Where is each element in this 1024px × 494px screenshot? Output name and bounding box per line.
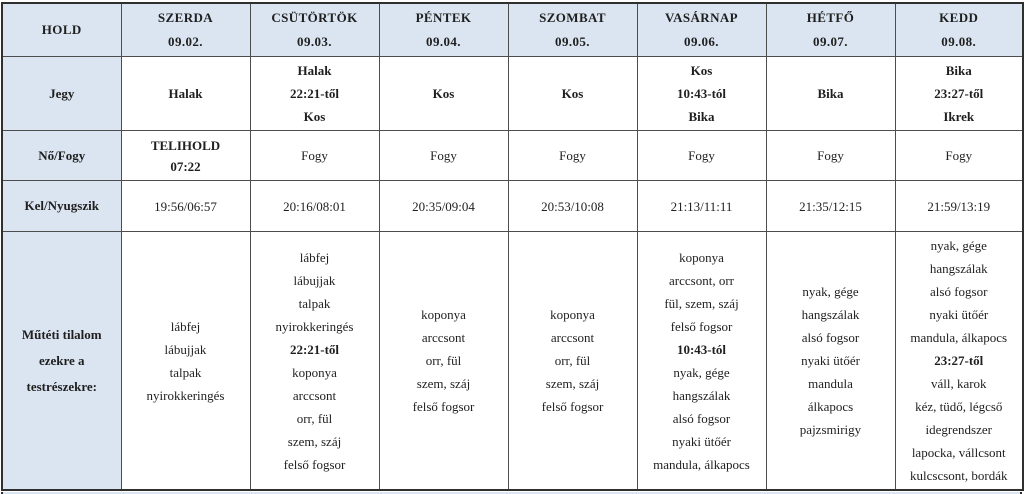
- cell-no-fogy-szerda: [121, 131, 250, 181]
- cell-line: álkapocs: [807, 399, 854, 414]
- cell-line: 20:53/10:08: [541, 198, 604, 214]
- cell-line: koponya: [292, 364, 337, 380]
- cell-muteti-tilalom-pentek: [379, 232, 508, 491]
- cell-line: 23:27-től: [934, 86, 984, 101]
- row-label-line: Kel/Nyugszik: [24, 198, 99, 213]
- day-header-csutortok: [250, 3, 379, 57]
- day-name: VASÁRNAP: [664, 10, 739, 25]
- cell-line: idegrendszer: [925, 422, 992, 437]
- cell-line: alsó fogsor: [930, 284, 988, 299]
- cell-line: hangszálak: [672, 387, 731, 403]
- cell-line: Fogy: [817, 148, 844, 163]
- cell-jegy-vasarnap: [637, 57, 766, 131]
- table-row-muteti-tilalom: [2, 232, 1023, 491]
- cell-line: nyaki ütőér: [929, 307, 989, 322]
- day-date: 09.04.: [426, 34, 461, 49]
- cell-line: 10:43-tól: [676, 341, 727, 357]
- cell-kel-nyugszik-vasarnap: [637, 181, 766, 232]
- cell-kel-nyugszik-kedd: [895, 181, 1023, 232]
- cell-line: lábujjak: [293, 272, 336, 288]
- day-date: 09.07.: [813, 34, 848, 49]
- cell-line: 07:22: [170, 158, 201, 174]
- cell-line: nyaki ütőér: [801, 353, 860, 368]
- cell-line: Bika: [945, 63, 972, 78]
- cell-line: fül, szem, száj: [664, 295, 739, 311]
- cell-line: Fogy: [559, 148, 586, 163]
- cell-jegy-kedd: [895, 57, 1023, 131]
- cell-line: kulcscsont, bordák: [910, 468, 1008, 483]
- cell-jegy-csutortok: [250, 57, 379, 131]
- day-header-pentek: [379, 3, 508, 57]
- moon-calendar-table: [1, 2, 1024, 491]
- cell-line: szem, száj: [545, 376, 600, 391]
- cell-line: koponya: [679, 249, 724, 265]
- cell-line: TELIHOLD: [150, 137, 221, 153]
- table-row-kel-nyugszik: [2, 181, 1023, 232]
- cell-line: 19:56/06:57: [154, 198, 217, 214]
- cell-line: felső fogsor: [541, 399, 604, 414]
- cell-line: váll, karok: [930, 376, 987, 391]
- cell-kel-nyugszik-pentek: [379, 181, 508, 232]
- cell-line: felső fogsor: [283, 456, 346, 472]
- day-name: KEDD: [939, 10, 979, 25]
- cell-line: Halak: [297, 63, 332, 78]
- cell-line: lábfej: [170, 318, 201, 334]
- cell-no-fogy-hetfo: [766, 131, 895, 181]
- cell-line: lapocka, vállcsont: [911, 445, 1006, 460]
- row-label-line: testrészekre:: [26, 378, 97, 394]
- cell-line: kéz, tüdő, légcső: [915, 399, 1003, 414]
- cell-line: mandula, álkapocs: [653, 456, 750, 472]
- cell-line: hangszálak: [929, 261, 988, 276]
- cell-line: nyak, gége: [673, 364, 730, 380]
- row-label-line: Jegy: [49, 85, 75, 101]
- day-header-szerda: [121, 3, 250, 57]
- cell-muteti-tilalom-vasarnap: [637, 232, 766, 491]
- cell-muteti-tilalom-hetfo: [766, 232, 895, 491]
- day-header-hetfo: [766, 3, 895, 57]
- cell-muteti-tilalom-szerda: [121, 232, 250, 491]
- cell-kel-nyugszik-szombat: [508, 181, 637, 232]
- cell-no-fogy-kedd: [895, 131, 1023, 181]
- day-name: SZOMBAT: [539, 10, 606, 25]
- table-row-no-fogy: [2, 131, 1023, 181]
- corner-cell-hold: HOLD: [2, 3, 121, 57]
- cell-line: 21:59/13:19: [927, 198, 991, 214]
- row-label-line: ezekre a: [38, 352, 85, 368]
- cell-kel-nyugszik-szerda: [121, 181, 250, 232]
- cell-line: arccsont: [550, 330, 595, 345]
- cell-line: Fogy: [945, 148, 973, 163]
- cell-line: mandula: [808, 376, 853, 391]
- cell-line: orr, fül: [554, 353, 591, 368]
- cell-line: Fogy: [430, 148, 457, 163]
- day-name: HÉTFŐ: [806, 10, 855, 25]
- day-name: PÉNTEK: [415, 10, 472, 25]
- cell-line: orr, fül: [425, 353, 462, 368]
- cell-jegy-szerda: [121, 57, 250, 131]
- day-header-kedd: [895, 3, 1023, 57]
- cell-line: talpak: [298, 295, 331, 311]
- cell-muteti-tilalom-szombat: [508, 232, 637, 491]
- cell-line: Fogy: [688, 148, 715, 163]
- cell-line: arccsont, orr: [669, 272, 734, 288]
- day-date: 09.03.: [297, 34, 332, 49]
- cell-line: Kos: [690, 63, 713, 78]
- cell-line: 23:27-től: [934, 353, 984, 368]
- cell-line: 21:13/11:11: [670, 198, 733, 214]
- cell-kel-nyugszik-csutortok: [250, 181, 379, 232]
- day-date: 09.02.: [168, 34, 203, 49]
- cell-jegy-pentek: [379, 57, 508, 131]
- cell-line: alsó fogsor: [801, 330, 860, 345]
- cell-line: arccsont: [421, 330, 466, 345]
- row-label-line: Nő/Fogy: [38, 147, 86, 163]
- day-header-vasarnap: [637, 3, 766, 57]
- table-row-jegy: [2, 57, 1023, 131]
- cell-line: lábujjak: [164, 341, 207, 357]
- cell-line: Bika: [688, 109, 715, 124]
- cell-line: szem, száj: [416, 376, 471, 391]
- cell-line: 22:21-től: [289, 86, 340, 101]
- row-label-kel-nyugszik: [2, 181, 121, 232]
- cell-no-fogy-pentek: [379, 131, 508, 181]
- cell-line: nyaki ütőér: [672, 433, 731, 449]
- cell-line: Kos: [561, 86, 584, 101]
- cell-muteti-tilalom-csutortok: [250, 232, 379, 491]
- cell-line: 20:16/08:01: [283, 198, 346, 214]
- day-date: 09.08.: [941, 34, 977, 49]
- cell-no-fogy-szombat: [508, 131, 637, 181]
- cell-line: nyirokkeringés: [275, 318, 354, 334]
- day-name: CSÜTÖRTÖK: [271, 10, 358, 25]
- row-label-muteti-tilalom: [2, 232, 121, 491]
- cell-line: 20:35/09:04: [412, 198, 475, 214]
- cell-line: szem, száj: [287, 433, 342, 449]
- cell-line: Bika: [817, 86, 844, 101]
- day-header-szombat: [508, 3, 637, 57]
- cell-line: nyirokkeringés: [146, 387, 225, 403]
- cell-line: nyak, gége: [930, 238, 987, 253]
- day-date: 09.06.: [684, 34, 719, 49]
- cell-line: felső fogsor: [670, 318, 733, 334]
- cell-line: 21:35/12:15: [799, 198, 862, 214]
- cell-line: nyak, gége: [802, 284, 859, 299]
- row-label-no-fogy: [2, 131, 121, 181]
- cell-line: alsó fogsor: [672, 410, 731, 426]
- cell-jegy-szombat: [508, 57, 637, 131]
- row-label-jegy: [2, 57, 121, 131]
- cell-line: koponya: [421, 307, 466, 322]
- cell-line: arccsont: [292, 387, 337, 403]
- cell-line: Ikrek: [943, 109, 975, 124]
- header-row: [2, 3, 1023, 57]
- cell-line: pajzsmirigy: [799, 422, 862, 437]
- cell-line: 22:21-től: [289, 341, 340, 357]
- cell-line: felső fogsor: [412, 399, 475, 414]
- cell-line: Halak: [168, 86, 203, 101]
- cell-line: talpak: [169, 364, 202, 380]
- cell-line: 10:43-tól: [676, 86, 727, 101]
- cell-kel-nyugszik-hetfo: [766, 181, 895, 232]
- cell-no-fogy-vasarnap: [637, 131, 766, 181]
- cell-line: hangszálak: [801, 307, 860, 322]
- cell-line: Kos: [432, 86, 455, 101]
- cell-line: koponya: [550, 307, 595, 322]
- cell-jegy-hetfo: [766, 57, 895, 131]
- cell-no-fogy-csutortok: [250, 131, 379, 181]
- cell-line: orr, fül: [296, 410, 333, 426]
- day-date: 09.05.: [555, 34, 590, 49]
- cell-line: Kos: [303, 109, 326, 124]
- cell-line: lábfej: [299, 249, 330, 265]
- cell-muteti-tilalom-kedd: [895, 232, 1023, 491]
- row-label-line: Műtéti tilalom: [21, 326, 102, 342]
- cell-line: Fogy: [301, 148, 328, 163]
- cell-line: mandula, álkapocs: [910, 330, 1008, 345]
- day-name: SZERDA: [157, 10, 214, 25]
